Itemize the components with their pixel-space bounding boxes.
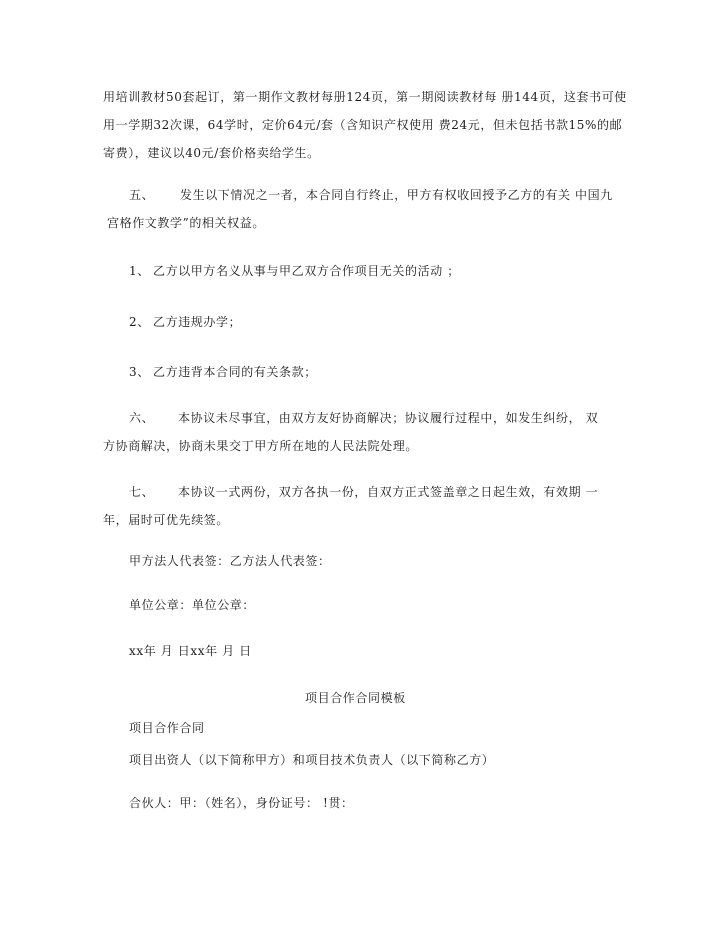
template-subtitle: 项目合作合同: [129, 721, 205, 735]
clause-five-line-2: 宫格作文教学”的相关权益。: [107, 216, 265, 230]
clause-seven-number: 七、: [129, 485, 155, 499]
condition-2-number: 2、: [129, 315, 150, 329]
clause-six-number: 六、: [129, 411, 155, 425]
clause-five-number: 五、: [129, 188, 155, 202]
condition-2-text: 乙方违规办学；: [153, 315, 242, 329]
condition-1-number: 1、: [129, 264, 150, 278]
condition-1-text: 乙方以甲方名义从事与甲乙双方合作项目无关的活动 ；: [153, 264, 460, 278]
clause-seven-line-1: 本协议一式两份，双方各执一份，自双方正式签盖章之日起生效，有效期 一: [178, 485, 599, 499]
pricing-line-2: 用一学期32次课，64学时，定价64元/套（含知识产权使用 费24元，但未包括书款15%的邮: [103, 118, 623, 132]
clause-six-line-1: 本协议未尽事宜，由双方友好协商解决；协议履行过程中，如发生纠纷， 双: [178, 411, 599, 425]
clause-five-line-1: 发生以下情况之一者，本合同自行终止，甲方有权收回授予乙方的有关 中国九: [180, 188, 613, 202]
condition-3-text: 乙方违背本合同的有关条款；: [153, 365, 317, 379]
template-parties: 项目出资人（以下简称甲方）和项目技术负责人（以下简称乙方）: [129, 753, 495, 767]
clause-six-line-2: 方协商解决，协商未果交丁甲方所在地的人民法院处理。: [103, 439, 419, 453]
signature-dates: xx年 月 日xx年 月 日: [129, 644, 252, 658]
signature-representatives: 甲方法人代表签：乙方法人代表签：: [129, 554, 331, 568]
template-partner-line: 合伙人：甲：（姓名），身份证号： !贯：: [129, 796, 354, 810]
pricing-line-3: 寄费），建议以40元/套价格卖给学生。: [103, 146, 320, 160]
signature-seals: 单位公章：单位公章：: [129, 598, 256, 612]
pricing-line-1: 用培训教材50套起订，第一期作文教材每册124页，第一期阅读教材每 册144页，这套书可使: [103, 90, 627, 104]
template-title: 项目合作合同模板: [305, 691, 406, 705]
condition-3-number: 3、: [129, 365, 150, 379]
clause-seven-line-2: 年，届时可优先续签。: [103, 513, 230, 527]
